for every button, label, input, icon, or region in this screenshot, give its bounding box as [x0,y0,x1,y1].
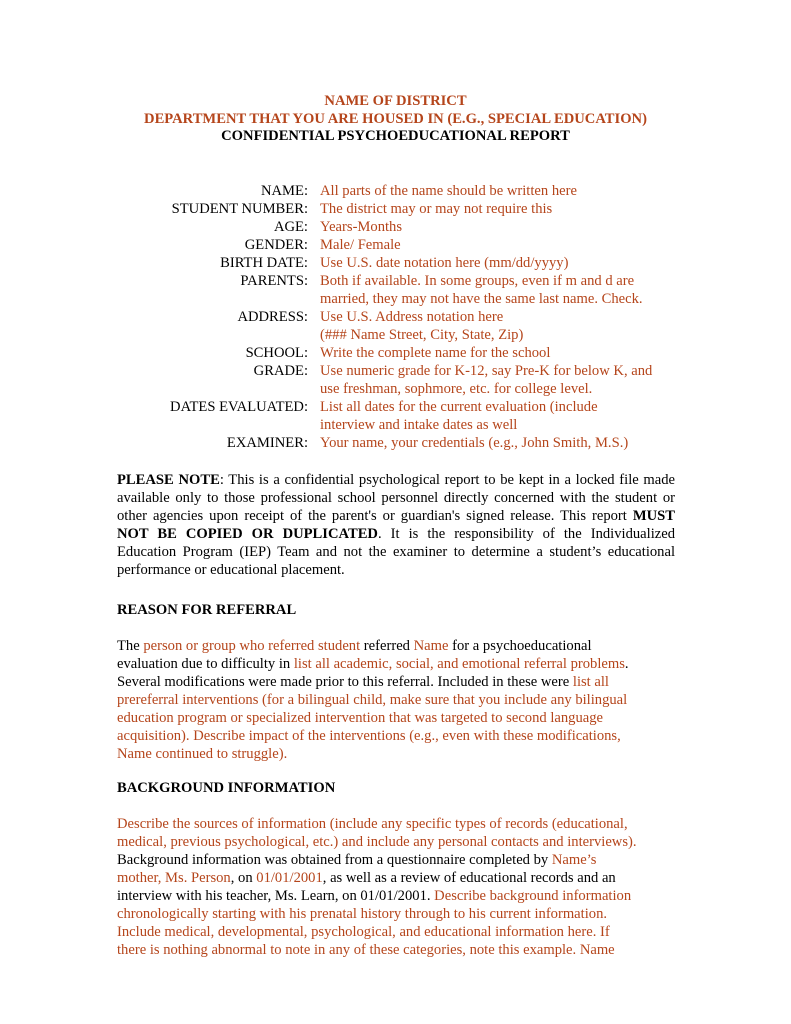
info-label: DATES EVALUATED: [170,399,308,415]
info-value-line: The district may or may not require this [320,201,553,217]
info-row [0,344,791,362]
info-row [0,308,791,344]
info-label: BIRTH DATE: [220,255,308,271]
info-value [320,308,690,344]
referral-text: referred [360,638,414,654]
background-placeholder: Describe background information [434,888,632,904]
referral-heading: REASON FOR REFERRAL [117,602,297,618]
referral-text: Several modifications were made prior to this referral. Included in these were [117,674,573,690]
report-header [0,93,791,146]
info-label: SCHOOL: [245,345,308,361]
referral-placeholder: Name continued to struggle). [117,746,288,762]
referral-placeholder: list all academic, social, and emotional referral problems [293,656,625,672]
referral-text: for a psychoeducational [448,638,592,654]
referral-placeholder: prereferral interventions (for a bilingual child, make sure that you include any bilingual [117,692,628,708]
referral-paragraph [117,637,692,763]
referral-text: evaluation due to difficulty in [117,656,294,672]
note-lead: PLEASE NOTE [117,472,220,488]
confidentiality-note [117,471,675,579]
info-value-line: (### Name Street, City, State, Zip) [320,327,524,343]
department-name: DEPARTMENT THAT YOU ARE HOUSED IN (E.G., SPECIAL EDUCATION) [144,110,647,127]
info-label: NAME: [260,183,308,199]
background-heading: BACKGROUND INFORMATION [117,780,336,796]
referral-placeholder: acquisition). Describe impact of the interventions (e.g., even with these modifications, [117,728,621,744]
info-value [320,434,690,452]
info-row [0,434,791,452]
info-row [0,200,791,218]
info-value [320,200,690,218]
info-value-line: use freshman, sophmore, etc. for college level. [320,381,593,397]
background-placeholder: medical, previous psychological, etc.) and include any personal contacts and interviews). [117,834,637,850]
background-placeholder: mother, Ms. Person [117,870,231,886]
info-value [320,236,690,254]
info-value-line: interview and intake dates as well [320,417,518,433]
info-value-line: All parts of the name should be written here [320,183,577,199]
referral-text: The [117,638,144,654]
referral-placeholder: list all [572,674,609,690]
info-label: EXAMINER: [226,435,308,451]
info-value [320,362,690,398]
info-value-line: Use numeric grade for K-12, say Pre-K for below K, and [320,363,653,379]
background-placeholder: Name’s [551,852,597,868]
info-row [0,398,791,434]
info-label: GENDER: [244,237,308,253]
info-label: GRADE: [253,363,308,379]
background-paragraph [117,815,692,959]
info-row [0,218,791,236]
info-value-line: Use U.S. Address notation here [320,309,504,325]
info-value [320,182,690,200]
info-row [0,254,791,272]
info-value [320,344,690,362]
info-row [0,362,791,398]
district-name: NAME OF DISTRICT [324,93,467,109]
info-value-line: Write the complete name for the school [320,345,551,361]
background-placeholder: 01/01/2001 [256,870,323,886]
info-label: AGE: [273,219,308,235]
referral-text: . [624,656,629,672]
note-text-2: . It is the responsibility of the Individualized Education Program (IEP) Team and not the examiner to determine a student’s educational performance or educational placement. [117,526,675,578]
note-emphasis: MUST NOT BE COPIED OR DUPLICATED [117,508,675,542]
info-label: ADDRESS: [237,309,308,325]
info-value-line: Years-Months [320,219,403,235]
info-value-line: married, they may not have the same last name. Check. [320,291,643,307]
report-title: CONFIDENTIAL PSYCHOEDUCATIONAL REPORT [221,128,570,144]
referral-placeholder: education program or specialized intervention that was targeted to second language [117,710,604,726]
background-text: Background information was obtained from a questionnaire completed by [117,852,552,868]
info-value-line: List all dates for the current evaluation (include [320,399,598,415]
info-value [320,218,690,236]
info-label: PARENTS: [240,273,308,289]
background-text: , as well as a review of educational records and an [322,870,616,886]
student-info-table [0,182,791,452]
referral-placeholder: Name [413,638,449,654]
background-placeholder: there is nothing abnormal to note in any of these categories, note this example. Name [117,942,615,958]
background-placeholder: Include medical, developmental, psychological, and educational information here. If [117,924,610,940]
background-placeholder: chronologically starting with his prenatal history through to his current information. [117,906,608,922]
info-value [320,272,690,308]
background-placeholder: Describe the sources of information (include any specific types of records (educational, [117,816,628,832]
referral-placeholder: person or group who referred student [143,638,361,654]
note-text-1: : This is a confidential psychological report to be kept in a locked file made available only to those professional school personnel directly concerned with the student or other agencies upon receipt of the parent's or guardian's signed release. This report [117,472,676,524]
info-value-line: Both if available. In some groups, even if m and d are [320,273,635,289]
background-text: interview with his teacher, Ms. Learn, on 01/01/2001. [117,888,435,904]
info-row [0,272,791,308]
info-row [0,236,791,254]
info-row [0,182,791,200]
info-value-line: Your name, your credentials (e.g., John Smith, M.S.) [320,435,629,451]
info-value [320,254,690,272]
info-value-line: Use U.S. date notation here (mm/dd/yyyy) [320,255,569,271]
background-text: , on [230,870,257,886]
info-value-line: Male/ Female [320,237,401,253]
info-value [320,398,690,434]
info-label: STUDENT NUMBER: [171,201,308,217]
